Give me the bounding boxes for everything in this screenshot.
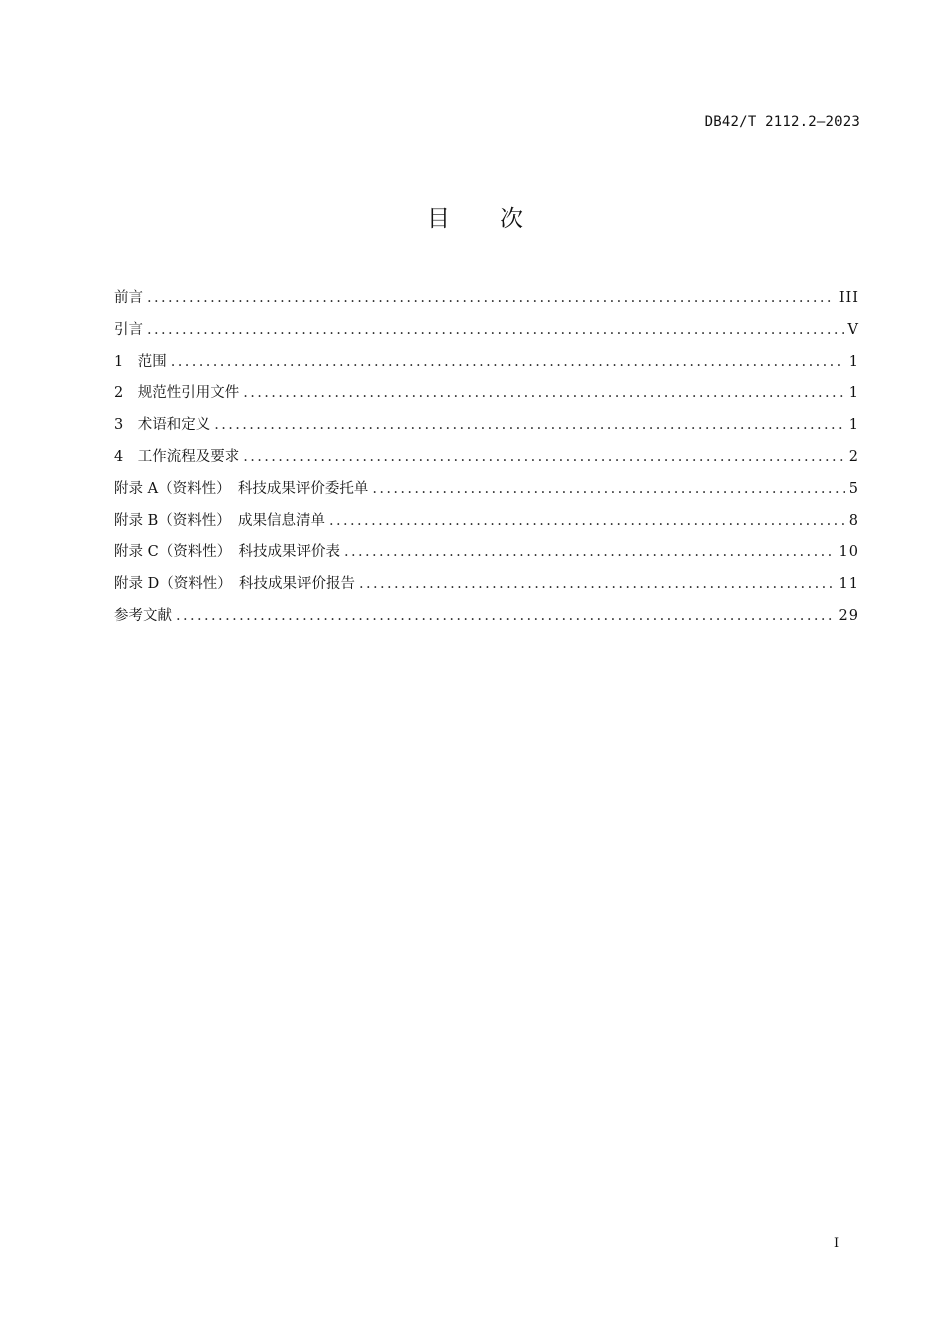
toc-entry-page: 5 — [848, 480, 859, 497]
toc-entry[interactable] — [114, 381, 859, 413]
toc-entry[interactable] — [114, 350, 859, 382]
table-of-contents — [114, 286, 859, 636]
toc-entry-label: 附录 A（资料性） 科技成果评价委托单 — [114, 480, 369, 497]
toc-entry-page: 1 — [848, 353, 859, 370]
page-title: 目次 — [427, 206, 573, 232]
toc-leader — [243, 385, 845, 401]
toc-leader — [372, 481, 844, 497]
page-number: I — [834, 1236, 840, 1251]
toc-entry-label: 引言 — [114, 321, 143, 338]
toc-entry-label: 附录 C（资料性） 科技成果评价表 — [114, 544, 340, 561]
toc-entry[interactable] — [114, 445, 859, 477]
toc-entry-label: 前言 — [114, 290, 143, 306]
toc-entry[interactable] — [114, 572, 859, 604]
toc-entry-label: 附录 B（资料性） 成果信息清单 — [114, 512, 326, 529]
toc-entry[interactable] — [114, 318, 859, 350]
toc-entry-label: 3 术语和定义 — [114, 417, 211, 434]
toc-leader — [214, 417, 845, 433]
toc-entry-label: 附录 D（资料性） 科技成果评价报告 — [114, 576, 355, 593]
toc-leader — [171, 354, 845, 370]
toc-entry-label: 4 工作流程及要求 — [114, 448, 240, 465]
toc-leader — [176, 608, 835, 624]
toc-entry-page: 1 — [848, 385, 859, 402]
toc-entry-page: 11 — [838, 576, 859, 593]
toc-leader — [329, 513, 845, 529]
toc-entry-page: 2 — [848, 448, 859, 465]
toc-entry-page: 29 — [838, 607, 859, 624]
toc-entry[interactable] — [114, 477, 859, 509]
toc-entry-label: 1 范围 — [114, 353, 167, 370]
toc-leader — [359, 576, 835, 592]
document-code: DB42/T 2112.2—2023 — [704, 114, 860, 130]
toc-entry-page: 1 — [848, 417, 859, 434]
toc-entry[interactable] — [114, 413, 859, 445]
toc-leader — [344, 544, 835, 560]
toc-leader — [147, 322, 844, 338]
toc-entry-label: 2 规范性引用文件 — [114, 385, 240, 402]
toc-entry-label: 参考文献 — [114, 607, 172, 624]
toc-entry[interactable] — [114, 540, 859, 572]
toc-entry-page: V — [847, 321, 859, 338]
toc-entry-page: 10 — [838, 544, 859, 561]
toc-leader — [243, 449, 845, 465]
toc-entry-page: 8 — [848, 512, 859, 529]
toc-leader — [147, 290, 835, 306]
toc-entry[interactable] — [114, 286, 859, 318]
toc-entry[interactable] — [114, 509, 859, 541]
toc-entry[interactable] — [114, 604, 859, 636]
toc-entry-page: III — [838, 290, 859, 306]
